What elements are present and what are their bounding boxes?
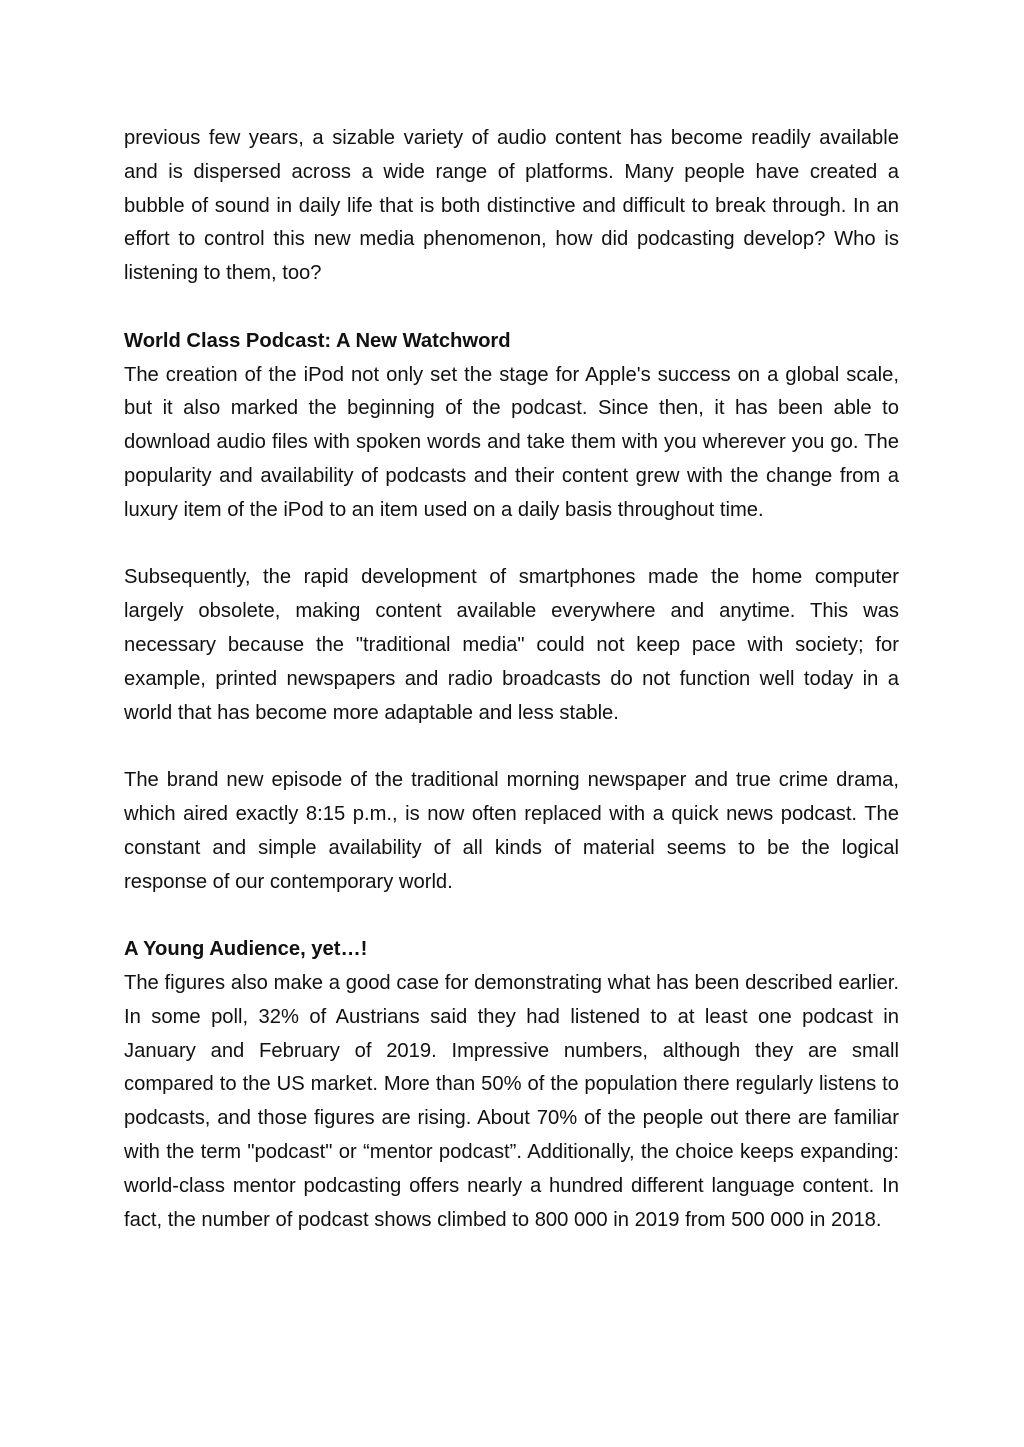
section-world-class-podcast xyxy=(124,325,899,900)
body-paragraph: The creation of the iPod not only set the stage for Apple's success on a global scale, but it also marked the beginning of the podcast. Since then, it has been able to download audio files with spoken words and take them with you wherever you go. The popularity and availability of podcasts and their content grew with the change from a luxury item of the iPod to an item used on a daily basis throughout time. xyxy=(124,363,899,521)
section-young-audience xyxy=(124,933,899,1237)
section-heading: World Class Podcast: A New Watchword xyxy=(124,329,511,352)
body-paragraph: The figures also make a good case for demonstrating what has been described earlier. In some poll, 32% of Austrians said they had listened to at least one podcast in January and February of 2019. Impressive numbers, although they are small compared to the US market. More than 50% of the population there regularly listens to podcasts, and those figures are rising. About 70% of the people out there are familiar with the term "podcast" or “mentor podcast”. Additionally, the choice keeps expanding: world-class mentor podcasting offers nearly a hundred different language content. In fact, the number of podcast shows climbed to 800 000 in 2019 from 500 000 in 2018. xyxy=(124,971,899,1231)
document-body xyxy=(124,122,899,1271)
section-heading: A Young Audience, yet…! xyxy=(124,938,368,961)
body-paragraph: Subsequently, the rapid development of smartphones made the home computer largely obsolete, making content available everywhere and anytime. This was necessary because the "traditional media" could not keep pace with society; for example, printed newspapers and radio broadcasts do not function well today in a world that has become more adaptable and less stable. xyxy=(124,566,899,724)
body-paragraph: The brand new episode of the traditional morning newspaper and true crime drama, which aired exactly 8:15 p.m., is now often replaced with a quick news podcast. The constant and simple availability of all kinds of material seems to be the logical response of our contemporary world. xyxy=(124,769,899,893)
intro-paragraph: previous few years, a sizable variety of audio content has become readily available and is dispersed across a wide range of platforms. Many people have created a bubble of sound in daily life that is both distinctive and difficult to break through. In an effort to control this new media phenomenon, how did podcasting develop? Who is listening to them, too? xyxy=(124,127,899,285)
